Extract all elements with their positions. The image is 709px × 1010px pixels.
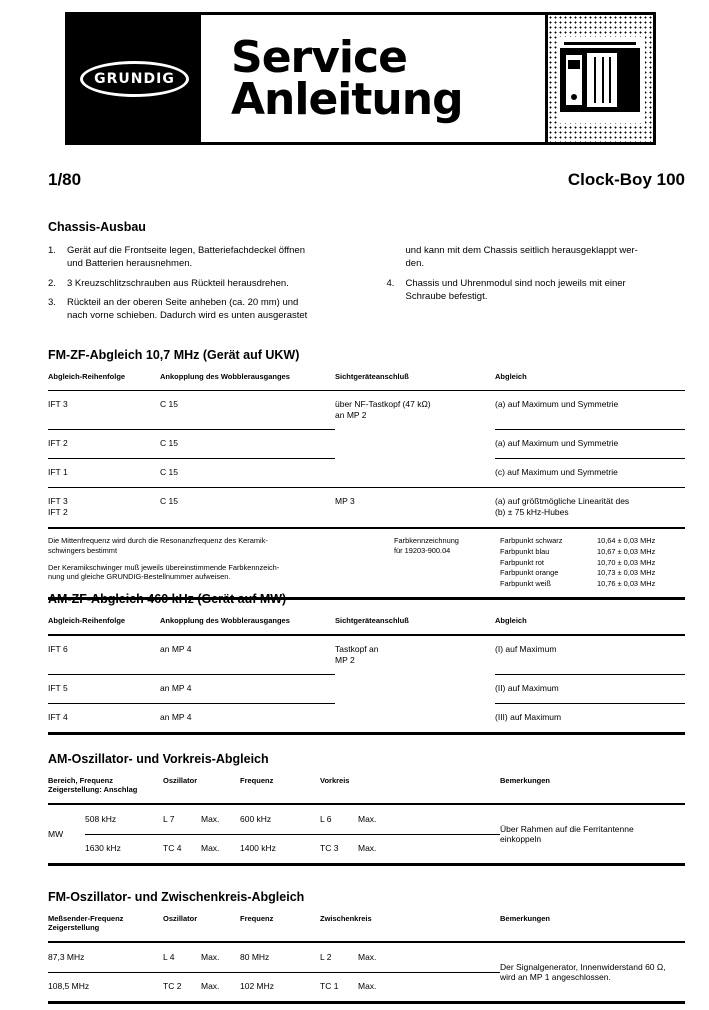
cell: (I) auf Maximum	[495, 636, 685, 675]
vorkreis-max: Max.	[358, 843, 377, 853]
col-header: Vorkreis	[320, 776, 350, 785]
note-colorcode-label: Farbkennzeichnung für 19203-900.04	[394, 536, 459, 555]
cell: IFT 1	[48, 459, 160, 488]
clock-display	[566, 55, 582, 105]
am-zf-table-header	[48, 616, 685, 636]
osc-value: L 4	[163, 952, 175, 962]
col-header: Abgleich	[495, 372, 527, 381]
fm-zf-note	[48, 529, 685, 597]
list-item	[48, 244, 347, 271]
cell: 1400 kHz	[240, 843, 276, 853]
cell: an MP 4	[160, 636, 335, 675]
meta-row	[48, 170, 685, 190]
cell	[320, 972, 500, 1001]
item-text: Chassis und Uhrenmodul sind noch jeweils mit einer Schraube befestigt.	[405, 277, 626, 302]
am-osc-title: AM-Oszillator- und Vorkreis-Abgleich	[48, 752, 269, 766]
issue-number: 1/80	[48, 170, 82, 189]
item-text: und kann mit dem Chassis seitlich herausgeklappt wer- den.	[405, 245, 638, 270]
cell: C 15	[160, 430, 335, 459]
point-value: 10,73 ± 0,03 MHz	[597, 568, 656, 578]
col-header: Sichtgeräteanschluß	[335, 372, 409, 381]
chassis-col-right	[387, 244, 686, 328]
col-header: Abgleich-Reihenfolge	[48, 372, 126, 381]
item-text: 3 Kreuzschlitzschrauben aus Rückteil herausdrehen.	[67, 277, 289, 289]
point-value: 10,64 ± 0,03 MHz	[597, 536, 656, 546]
speaker-grille	[587, 53, 617, 107]
fm-osc-title: FM-Oszillator- und Zwischenkreis-Abgleich	[48, 890, 305, 904]
cell: Tastkopf an MP 2	[335, 644, 379, 666]
list-item	[387, 244, 686, 271]
osc-max: Max.	[201, 981, 220, 991]
item-number: 1.	[48, 245, 56, 256]
cell: 102 MHz	[240, 981, 275, 991]
col-header: Bemerkungen	[500, 776, 551, 785]
clock-digits	[568, 60, 580, 69]
cell: IFT 6	[48, 636, 160, 675]
cell: C 15	[160, 496, 178, 507]
item-number: 4.	[386, 277, 395, 289]
cell: IFT 3	[48, 391, 160, 430]
table-row	[48, 430, 685, 459]
section-fm-osc	[48, 890, 685, 1004]
table-row	[48, 636, 685, 675]
section-chassis	[48, 220, 685, 328]
cell	[335, 675, 495, 704]
cell	[163, 943, 240, 972]
cell	[335, 704, 495, 732]
note-text: Der Keramikschwinger muß jeweils übereinstimmende Farbkennzeich- nung und gleiche GRUNDIG-Bestellnummer aufweisen.	[48, 562, 280, 582]
zwischenkreis-value: L 2	[320, 952, 332, 962]
item-number	[387, 244, 401, 271]
remark: Der Signalgenerator, Innenwiderstand 60 Ω, wird an MP 1 angeschlossen.	[500, 961, 666, 982]
item-text: Rückteil an der oberen Seite anheben (ca. 20 mm) und nach vorne schieben. Dadurch wird es unten ausgerastet	[67, 296, 308, 322]
clock-radio-image	[560, 48, 640, 112]
point-label: Farbpunkt schwarz	[500, 536, 563, 546]
zwischenkreis-value: TC 1	[320, 981, 339, 991]
col-header: Ankopplung des Wobblerausganges	[160, 372, 290, 381]
item-number: 3.	[48, 296, 56, 308]
col-header: Bereich, Frequenz Zeigerstellung: Anschlag	[48, 776, 138, 794]
chassis-columns	[48, 244, 685, 328]
cell: (a) auf Maximum und Symmetrie	[495, 391, 685, 430]
point-value: 10,76 ± 0,03 MHz	[597, 579, 656, 589]
fm-zf-table-header	[48, 372, 685, 391]
cell: 80 MHz	[240, 952, 270, 962]
am-zf-title: AM-ZF-Abgleich 460 kHz (Gerät auf MW)	[48, 592, 287, 606]
band-label: MW	[48, 828, 64, 839]
zwischenkreis-max: Max.	[358, 981, 377, 991]
osc-max: Max.	[201, 814, 220, 824]
col-header: Abgleich	[495, 616, 527, 625]
cell: IFT 5	[48, 675, 160, 704]
table-row	[48, 704, 685, 732]
cell: (a) auf größtmögliche Linearität des (b) ± 75 kHz-Hubes	[495, 496, 630, 518]
cell	[320, 805, 500, 834]
cell	[163, 834, 240, 863]
divider	[48, 1001, 685, 1004]
title-panel	[201, 15, 545, 142]
knob-icon	[571, 94, 577, 100]
cell	[163, 805, 240, 834]
osc-value: L 7	[163, 814, 175, 824]
color-points	[500, 536, 685, 589]
banner-title: Service Anleitung	[231, 31, 463, 125]
cell: 508 kHz	[85, 814, 117, 824]
table-row	[48, 675, 685, 704]
point-label: Farbpunkt rot	[500, 557, 544, 567]
divider	[48, 732, 685, 735]
point-label: Farbpunkt blau	[500, 546, 550, 556]
osc-value: TC 4	[163, 843, 182, 853]
osc-value: TC 2	[163, 981, 182, 991]
divider	[48, 972, 500, 973]
am-osc-table-header	[48, 776, 685, 805]
cell: (II) auf Maximum	[495, 675, 685, 704]
osc-max: Max.	[201, 952, 220, 962]
list-item	[387, 277, 686, 304]
point-label: Farbpunkt weiß	[500, 579, 551, 589]
cell: (III) auf Maximum	[495, 712, 562, 723]
table-row	[48, 391, 685, 430]
cell: C 15	[160, 459, 335, 488]
grille-line	[594, 57, 596, 103]
remark: Über Rahmen auf die Ferritantenne einkoppeln	[500, 823, 634, 844]
osc-max: Max.	[201, 843, 220, 853]
logo-panel	[68, 15, 201, 142]
cell	[320, 834, 500, 863]
am-osc-table-body	[48, 805, 685, 863]
fm-zf-title: FM-ZF-Abgleich 10,7 MHz (Gerät auf UKW)	[48, 348, 300, 362]
divider	[48, 863, 685, 866]
col-header: Meßsender-Frequenz Zeigerstellung	[48, 914, 124, 932]
chassis-title: Chassis-Ausbau	[48, 220, 146, 234]
list-item	[48, 277, 347, 290]
col-header: Sichtgeräteanschluß	[335, 616, 409, 625]
cell: (a) auf Maximum und Symmetrie	[495, 430, 685, 459]
cell: über NF-Tastkopf (47 kΩ) an MP 2	[335, 399, 431, 421]
cell: 108,5 MHz	[48, 981, 90, 991]
col-header: Frequenz	[240, 914, 274, 923]
radio-handle	[564, 42, 636, 45]
model-name: Clock-Boy 100	[567, 170, 685, 189]
grille-line	[602, 57, 604, 103]
item-number: 2.	[48, 277, 56, 289]
section-am-zf	[48, 592, 685, 735]
vorkreis-value: TC 3	[320, 843, 339, 853]
section-am-osc	[48, 752, 685, 866]
cell: IFT 2	[48, 430, 160, 459]
col-header: Frequenz	[240, 776, 274, 785]
cell	[335, 430, 495, 459]
vorkreis-max: Max.	[358, 814, 377, 824]
col-header: Bemerkungen	[500, 914, 551, 923]
section-fm-zf	[48, 348, 685, 600]
cell: 1630 kHz	[85, 843, 121, 853]
col-header: Oszillator	[163, 914, 198, 923]
cell	[335, 459, 495, 488]
cell: MP 3	[335, 496, 355, 507]
note-left	[48, 536, 394, 589]
grille-line	[609, 57, 611, 103]
header-banner	[65, 12, 656, 145]
cell: 87,3 MHz	[48, 952, 85, 962]
item-text: Gerät auf die Frontseite legen, Batteriefachdeckel öffnen und Batterien herausnehmen.	[67, 245, 306, 270]
cell	[320, 943, 500, 972]
note-text: Die Mittenfrequenz wird durch die Resonanzfrequenz des Keramik- schwingers bestimmt	[48, 536, 268, 555]
table-row	[48, 488, 685, 527]
zwischenkreis-max: Max.	[358, 952, 377, 962]
col-header: Oszillator	[163, 776, 198, 785]
cell: 600 kHz	[240, 814, 272, 824]
point-label: Farbpunkt orange	[500, 568, 559, 578]
fm-osc-table-header	[48, 914, 685, 943]
col-header: Abgleich-Reihenfolge	[48, 616, 126, 625]
fm-osc-table-body	[48, 943, 685, 1001]
cell: IFT 3 IFT 2	[48, 496, 68, 518]
grundig-logo: GRUNDIG	[80, 61, 189, 97]
col-header: Ankopplung des Wobblerausganges	[160, 616, 290, 625]
point-value: 10,67 ± 0,03 MHz	[597, 546, 656, 556]
device-illustration	[545, 15, 653, 142]
vorkreis-value: L 6	[320, 814, 332, 824]
cell: C 15	[160, 391, 335, 430]
cell: an MP 4	[160, 712, 192, 723]
cell: IFT 4	[48, 712, 68, 723]
table-row	[48, 459, 685, 488]
chassis-col-left	[48, 244, 347, 328]
cell: (c) auf Maximum und Symmetrie	[495, 459, 685, 488]
cell: an MP 4	[160, 675, 335, 704]
cell	[163, 972, 240, 1001]
divider	[85, 834, 500, 835]
point-value: 10,70 ± 0,03 MHz	[597, 557, 656, 567]
col-header: Zwischenkreis	[320, 914, 372, 923]
list-item	[48, 296, 347, 323]
